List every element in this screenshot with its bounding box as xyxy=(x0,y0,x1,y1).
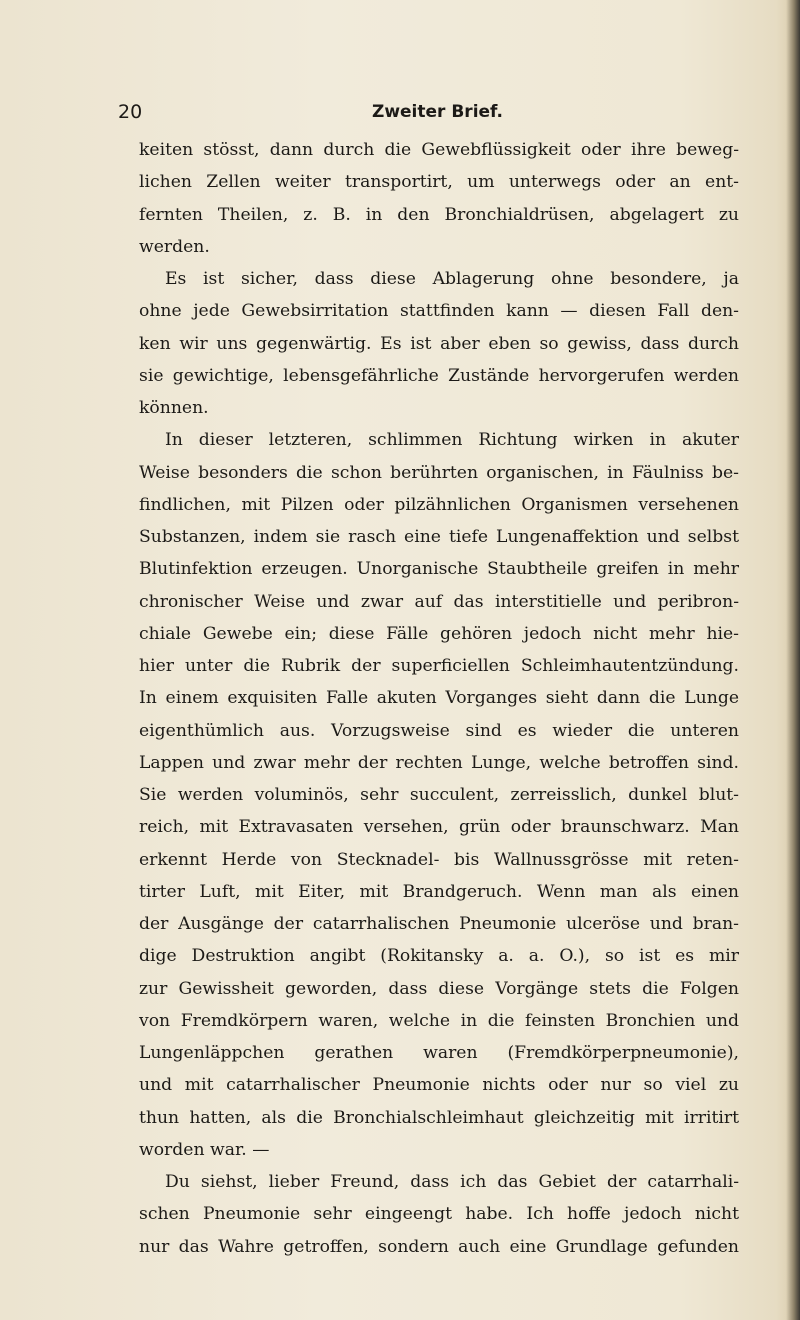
text-line: Weise besonders die schon berührten organischen, in Fäulniss be- xyxy=(139,462,739,483)
text-line: findlichen, mit Pilzen oder pilzähnlichen Organismen versehenen xyxy=(139,494,739,515)
text-line: schen Pneumonie sehr eingeengt habe. Ich hoffe jedoch nicht xyxy=(139,1204,739,1225)
text-line: chronischer Weise und zwar auf das interstitielle und peribron- xyxy=(139,591,739,612)
text-line: chiale Gewebe ein; diese Fälle gehören jedoch nicht mehr hie- xyxy=(139,623,739,644)
page-number: 20 xyxy=(118,101,143,123)
text-line: Lungenläppchen gerathen waren (Fremdkörperpneumonie), xyxy=(139,1043,739,1063)
text-line: nur das Wahre getroffen, sondern auch eine Grundlage gefunden xyxy=(139,1236,739,1257)
text-line: tirter Luft, mit Eiter, mit Brandgeruch. Wenn man als einen xyxy=(139,881,739,902)
text-line: erkennt Herde von Stecknadel- bis Wallnussgrösse mit reten- xyxy=(139,849,739,870)
text-line: In einem exquisiten Falle akuten Vorganges sieht dann die Lunge xyxy=(139,688,739,709)
body-text xyxy=(139,134,739,1263)
text-line: Sie werden voluminös, sehr succulent, zerreisslich, dunkel blut- xyxy=(139,785,739,805)
text-line: worden war. — xyxy=(139,1139,270,1160)
text-line: fernten Theilen, z. B. in den Bronchialdrüsen, abgelagert zu xyxy=(139,204,739,225)
text-line: der Ausgänge der catarrhalischen Pneumonie ulceröse und bran- xyxy=(139,914,739,934)
text-line: von Fremdkörpern waren, welche in die feinsten Bronchien und xyxy=(139,1010,739,1031)
text-line: Du siehst, lieber Freund, dass ich das Gebiet der catarrhali- xyxy=(165,1172,739,1192)
text-line: Substanzen, indem sie rasch eine tiefe Lungenaffektion und selbst xyxy=(139,527,739,547)
text-line: reich, mit Extravasaten versehen, grün oder braunschwarz. Man xyxy=(139,817,739,838)
running-head: Zweiter Brief. xyxy=(372,102,503,122)
text-line: Blutinfektion erzeugen. Unorganische Staubtheile greifen in mehr xyxy=(139,559,739,580)
text-line: In dieser letzteren, schlimmen Richtung wirken in akuter xyxy=(165,430,739,451)
text-line: thun hatten, als die Bronchialschleimhaut gleichzeitig mit irritirt xyxy=(139,1107,739,1128)
text-line: hier unter die Rubrik der superficiellen Schleimhautentzündung. xyxy=(139,656,739,676)
text-line: lichen Zellen weiter transportirt, um unterwegs oder an ent- xyxy=(139,172,739,193)
page-edge-shadow xyxy=(786,0,800,1320)
text-line: und mit catarrhalischer Pneumonie nichts oder nur so viel zu xyxy=(139,1075,739,1096)
text-line: ohne jede Gewebsirritation stattfinden kann — diesen Fall den- xyxy=(139,301,739,322)
text-line: ken wir uns gegenwärtig. Es ist aber eben so gewiss, dass durch xyxy=(139,333,739,354)
text-line: werden. xyxy=(139,236,210,257)
text-line: sie gewichtige, lebensgefährliche Zustände hervorgerufen werden xyxy=(139,365,739,386)
text-line: Lappen und zwar mehr der rechten Lunge, welche betroffen sind. xyxy=(139,752,739,773)
text-line: zur Gewissheit geworden, dass diese Vorgänge stets die Folgen xyxy=(139,978,739,999)
text-line: dige Destruktion angibt (Rokitansky a. a. O.), so ist es mir xyxy=(139,946,739,967)
text-line: keiten stösst, dann durch die Gewebflüssigkeit oder ihre beweg- xyxy=(139,140,739,160)
text-line: eigenthümlich aus. Vorzugsweise sind es wieder die unteren xyxy=(139,720,739,741)
text-line: Es ist sicher, dass diese Ablagerung ohne besondere, ja xyxy=(165,269,739,289)
page-header xyxy=(0,101,800,129)
text-line: können. xyxy=(139,398,209,418)
